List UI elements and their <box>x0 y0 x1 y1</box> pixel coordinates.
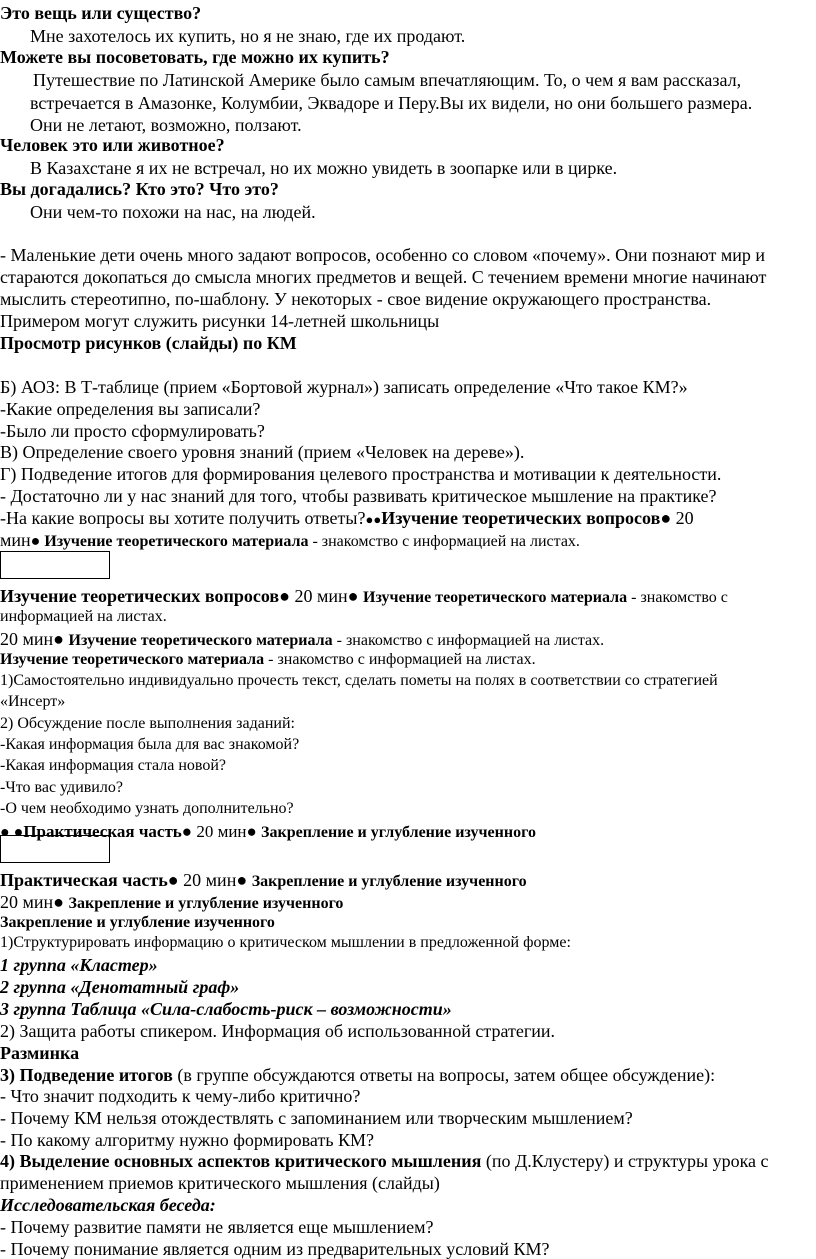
group-line: 1 группа «Кластер» <box>0 955 158 975</box>
paragraph-line <box>0 1066 715 1084</box>
paragraph-line: -О чем необходимо узнать дополнительно? <box>0 800 294 817</box>
question-heading: Это вещь или существо? <box>0 3 202 23</box>
bullet-marks: ● ● <box>0 824 24 841</box>
bold-phrase: Закрепление и углубление изученного <box>251 873 527 890</box>
line-text: мин <box>0 530 31 550</box>
answer-line: Мне захотелось их купить, но я не знаю, где их продают. <box>30 26 466 46</box>
bullet-marks: ●● <box>365 512 382 527</box>
paragraph-line: -Было ли просто сформулировать? <box>0 421 265 441</box>
line-tail: - знакомство с информацией на листах. <box>332 632 605 649</box>
paragraph-line: Б) АОЗ: В Т-таблице (прием «Бортовой журнал») записать определение «Что такое КМ?» <box>0 377 688 397</box>
answer-line: Путешествие по Латинской Америке было самым впечатляющим. То, о чем я вам рассказал, <box>33 70 742 90</box>
question-heading: Человек это или животное? <box>0 135 225 155</box>
bold-phrase: Закрепление и углубление изученного <box>261 824 536 841</box>
bold-phrase: 3) Подведение итогов <box>0 1065 173 1085</box>
paragraph-line <box>0 587 728 606</box>
paragraph-line: «Инсерт» <box>0 693 66 710</box>
line-tail: - знакомство с информацией на листах. <box>264 651 536 668</box>
bold-phrase: Изучение теоретического материала <box>363 589 628 606</box>
line-mid: ● 20 мин● <box>181 822 262 841</box>
paragraph-line <box>0 509 694 527</box>
paragraph-line: - Достаточно ли у нас знаний для того, чтобы развивать критическое мышление на практике? <box>0 486 717 506</box>
paragraph-line: -Какая информация стала новой? <box>0 757 227 774</box>
paragraph-line: Закрепление и углубление изученного <box>0 914 275 931</box>
line-text: -На какие вопросы вы хотите получить ответы? <box>0 508 366 528</box>
line-tail: (в группе обсуждаются ответы на вопросы, затем общее обсуждение): <box>172 1065 716 1085</box>
bold-phrase: Практическая часть <box>0 870 168 890</box>
section-heading: Просмотр рисунков (слайды) по КМ <box>0 333 297 353</box>
paragraph-line <box>0 630 604 649</box>
paragraph-line: -Какая информация была для вас знакомой? <box>0 736 300 753</box>
paragraph-line: - По какому алгоритму нужно формировать КМ? <box>0 1130 375 1150</box>
bold-phrase: Изучение теоретических вопросов <box>381 508 661 528</box>
paragraph-line: информацией на листах. <box>0 608 167 625</box>
line-tail: - знакомство с информацией на листах. <box>308 533 580 550</box>
line-tail: (по Д.Клустеру) и структуры урока с <box>481 1151 769 1171</box>
paragraph-line: - Что значит подходить к чему-либо критично? <box>0 1086 361 1106</box>
empty-frame <box>0 551 110 579</box>
paragraph-line <box>0 893 343 912</box>
paragraph-line: - Почему понимание является одним из предварительных условий КМ? <box>0 1239 550 1259</box>
bold-phrase: Изучение теоретического материала <box>0 651 265 668</box>
bold-phrase: Изучение теоретического материала <box>44 533 309 550</box>
paragraph-line <box>0 531 580 550</box>
line-tail: ● 20 <box>660 508 694 528</box>
line-tail: - знакомство с <box>627 589 728 606</box>
paragraph-line <box>0 652 536 668</box>
group-line: 3 группа Таблица «Сила-слабость-риск – возможности» <box>0 999 452 1019</box>
paragraph-line: мыслить стереотипно, по-шаблону. У некоторых - свое видение окружающего пространства. <box>0 289 712 309</box>
empty-frame <box>0 835 110 863</box>
line-mid: ● 20 мин● <box>279 586 364 606</box>
section-heading: Исследовательская беседа: <box>0 1195 216 1215</box>
section-heading: Разминка <box>0 1043 80 1063</box>
paragraph-line: стараются докопаться до смысла многих предметов и вещей. С течением времени многие начинают <box>0 267 767 287</box>
bold-phrase: Изучение теоретических вопросов <box>0 586 280 606</box>
paragraph-line <box>0 871 527 890</box>
paragraph-line: -Что вас удивило? <box>0 779 123 796</box>
bold-phrase: Практическая часть <box>23 822 182 841</box>
paragraph-line: - Почему развитие памяти не является еще мышлением? <box>0 1217 434 1237</box>
answer-line: Они не летают, возможно, ползают. <box>30 115 302 135</box>
paragraph-line: -Какие определения вы записали? <box>0 399 261 419</box>
paragraph-line: 2) Обсуждение после выполнения заданий: <box>0 715 295 732</box>
paragraph-line: 1)Самостоятельно индивидуально прочесть текст, сделать пометы на полях в соответствии со стратегией <box>0 672 718 689</box>
bold-phrase: 4) Выделение основных аспектов критического мышления <box>0 1151 482 1171</box>
paragraph-line: Примером могут служить рисунки 14-летней школьницы <box>0 311 440 331</box>
paragraph-line: Г) Подведение итогов для формирования целевого пространства и мотивации к деятельности. <box>0 464 722 484</box>
paragraph-line: В) Определение своего уровня знаний (прием «Человек на дереве»). <box>0 442 525 462</box>
answer-line: Они чем-то похожи на нас, на людей. <box>30 202 316 222</box>
group-line: 2 группа «Денотатный граф» <box>0 977 240 997</box>
paragraph-line: 2) Защита работы спикером. Информация об использованной стратегии. <box>0 1021 555 1041</box>
paragraph-line <box>0 1152 769 1170</box>
line-text: 20 мин● <box>0 892 69 912</box>
paragraph-line: - Маленькие дети очень много задают вопросов, особенно со словом «почему». Они познают мир и <box>0 245 766 265</box>
question-heading: Можете вы посоветовать, где можно их купить? <box>0 47 390 67</box>
bullet-marks: ● <box>30 533 45 550</box>
line-text: 20 мин● <box>0 629 69 649</box>
answer-line: встречается в Амазонке, Колумбии, Эквадоре и Перу.Вы их видели, но они большего размера. <box>30 93 753 113</box>
paragraph-line: 1)Структурировать информацию о критическом мышлении в предложенной форме: <box>0 934 571 951</box>
question-heading: Вы догадались? Кто это? Что это? <box>0 179 279 199</box>
paragraph-line: применением приемов критического мышления (слайды) <box>0 1173 440 1193</box>
paragraph-line: - Почему КМ нельзя отождествлять с запоминанием или творческим мышлением? <box>0 1108 633 1128</box>
line-mid: ● 20 мин● <box>167 870 252 890</box>
bold-phrase: Изучение теоретического материала <box>68 632 333 649</box>
answer-line: В Казахстане я их не встречал, но их можно увидеть в зоопарке или в цирке. <box>30 158 618 178</box>
bold-phrase: Закрепление и углубление изученного <box>68 895 344 912</box>
